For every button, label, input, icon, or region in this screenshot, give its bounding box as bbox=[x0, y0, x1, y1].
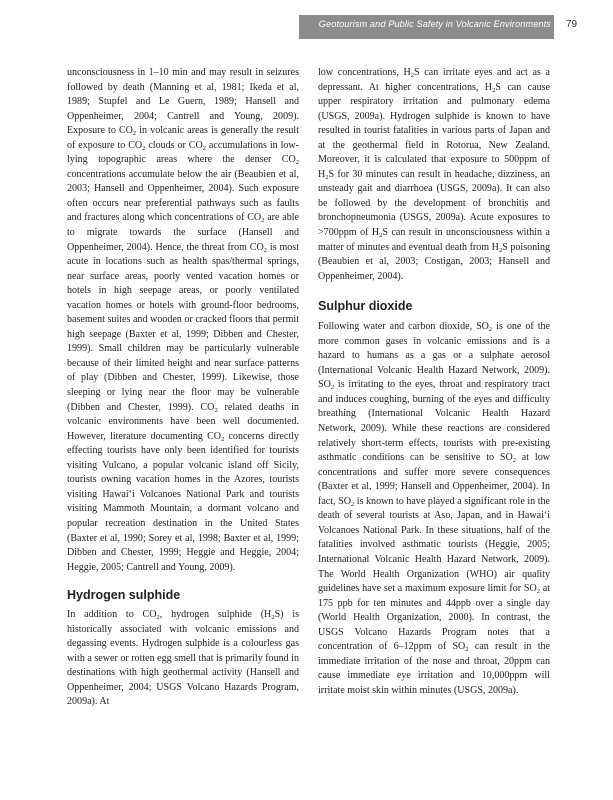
right-paragraph-h2s: low concentrations, $H_2S$ can irritate eyes and act as a depressant. At higher concentrations, $H_2S$ can cause upper respiratory irritation and pulmonary edema (USGS, 2009a). Hydrogen sulphide is known to have resulted in tourist fatalities in various parts of Japan and at the geothermal field in Rotorua, New Zealand. Moreover, it is calculated that exposure to 500ppm of $H_2S$ for 30 minutes can result in headache, dizziness, an unsteady gait and diarrhoea (USGS, 2009a). It can also be followed by the development of bronchitis and bronchopneumonia (USGS, 2009a). Acute exposures to >700ppm of $H_2S$ can result in unconsciousness within a matter of minutes and eventual death from $H_2S$ poisoning (Beaubien et al, 2003; Costigan, 2003; Hansell and Oppenheimer, 2004). bbox=[318, 67, 550, 282]
right-paragraph-so2: Following water and carbon dioxide, $SO_2$ is one of the more common gases in volcanic emissions and is a hazard to humans as a gas or a sulphate aerosol (International Volcanic Health Hazard Network, 2009). $SO_2$ is irritating to the eyes, throat and respiratory tract and induces coughing, burning of the eyes and difficulty breathing (International Volcanic Health Hazard Network, 2009). While these reactions are considered relatively short-term effects, tourists with pre-existing asthmatic conditions can be sensitive to $SO_2$ at low concentrations and suffer more severe consequences (Baxter et al, 1999; Hansell and Oppenheimer, 2004). In fact, $SO_2$ is known to have played a significant role in the death of several tourists at Aso, Japan, and in Hawai‘i Volcanoes National Park. In these situations, half of the fatalities involved asthmatic tourists (Heggie, 2005; International Volcanic Health Hazard Network, 2009). The World Health Organization (WHO) air quality guidelines have set a maximum exposure limit for $SO_2$ at 175 ppb for ten minutes and 44ppb over a single day (World Health Organization, 2000). In contrast, the USGS Volcano Hazards Program notes that a concentration of 6–12ppm of $SO_2$ can result in the immediate irritation of the nose and throat, 20ppm can cause immediate eye irritation and 10,000ppm will irritate moist skin within minutes (USGS, 2009a). bbox=[318, 321, 551, 696]
heading-hydrogen-sulphide: Hydrogen sulphide bbox=[67, 588, 181, 603]
running-header-title: Geotourism and Public Safety in Volcanic Environments bbox=[318, 19, 551, 29]
left-column bbox=[67, 66, 299, 710]
left-paragraph-co2: unconsciousness in 1–10 min and may result in seizures followed by death (Manning et al, 1981; Ikeda et al, 1989; Stupfel and Le Guern, 1989; Hansell and Oppenheimer, 2004; Cantrell and Young, 2009). Exposure to $CO_2$ in volcanic areas is generally the result of exposure to $CO_2$ clouds or $CO_2$ accumulations in low-lying topographic areas where the denser $CO_2$ concentrations accumulate below the air (Beaubien et al, 2003; Hansell and Oppenheimer, 2004). Such exposure often occurs near preferential pathways such as faults and fractures along which concentrations of $CO_2$ are able to migrate towards the surface (Hansell and Oppenheimer, 2004). Hence, the threat from $CO_2$ is most acute in locations such as health spas/thermal springs, near surface areas, poorly vented vacation homes or hotels in high seepage areas, or poorly ventilated vacation homes or hotels with ground-floor bedrooms, basement suites and wooden or cracked floors that permit high seepage (Baxter et al, 1999; Dibben and Chester, 1999). Small children may be particularly vulnerable because of their limited height and near surface patterns of play (Dibben and Chester, 1999). Likewise, those sleeping or lying near the floor may be vulnerable (Dibben and Chester, 1999). $CO_2$ related deaths in volcanic environments have been well documented. However, literature documenting $CO_2$ concerns directly effecting tourists have only been identified for tourists visiting Vulcano, a popular volcanic island off Sicily, tourists owning vacation homes in the Azores, tourists visiting Hawai‘i Volcanoes National Park and tourists visiting Mammoth Mountain, a dormant volcano and popular recreation destination in the United States (Baxter et al, 1990; Sorey et al, 1998; Baxter et al, 1999; Dibben and Chester, 1999; Heggie and Heggie, 2004; Heggie, 2005; Cantrell and Young, 2009). bbox=[67, 67, 300, 573]
right-column bbox=[318, 66, 550, 698]
page-number: 79 bbox=[566, 19, 578, 30]
left-paragraph-h2s: In addition to $CO_2$, hydrogen sulphide $(H_2S)$ is historically associated with volcanic emissions and degassing events. Hydrogen sulphide is a colourless gas with a sewer or rotten egg smell that is primarily found in destinations with high geothermal activity (Hansell and Oppenheimer, 2004; USGS Volcano Hazards Program, 2009a). At bbox=[67, 609, 300, 708]
heading-sulphur-dioxide: Sulphur dioxide bbox=[318, 299, 413, 314]
